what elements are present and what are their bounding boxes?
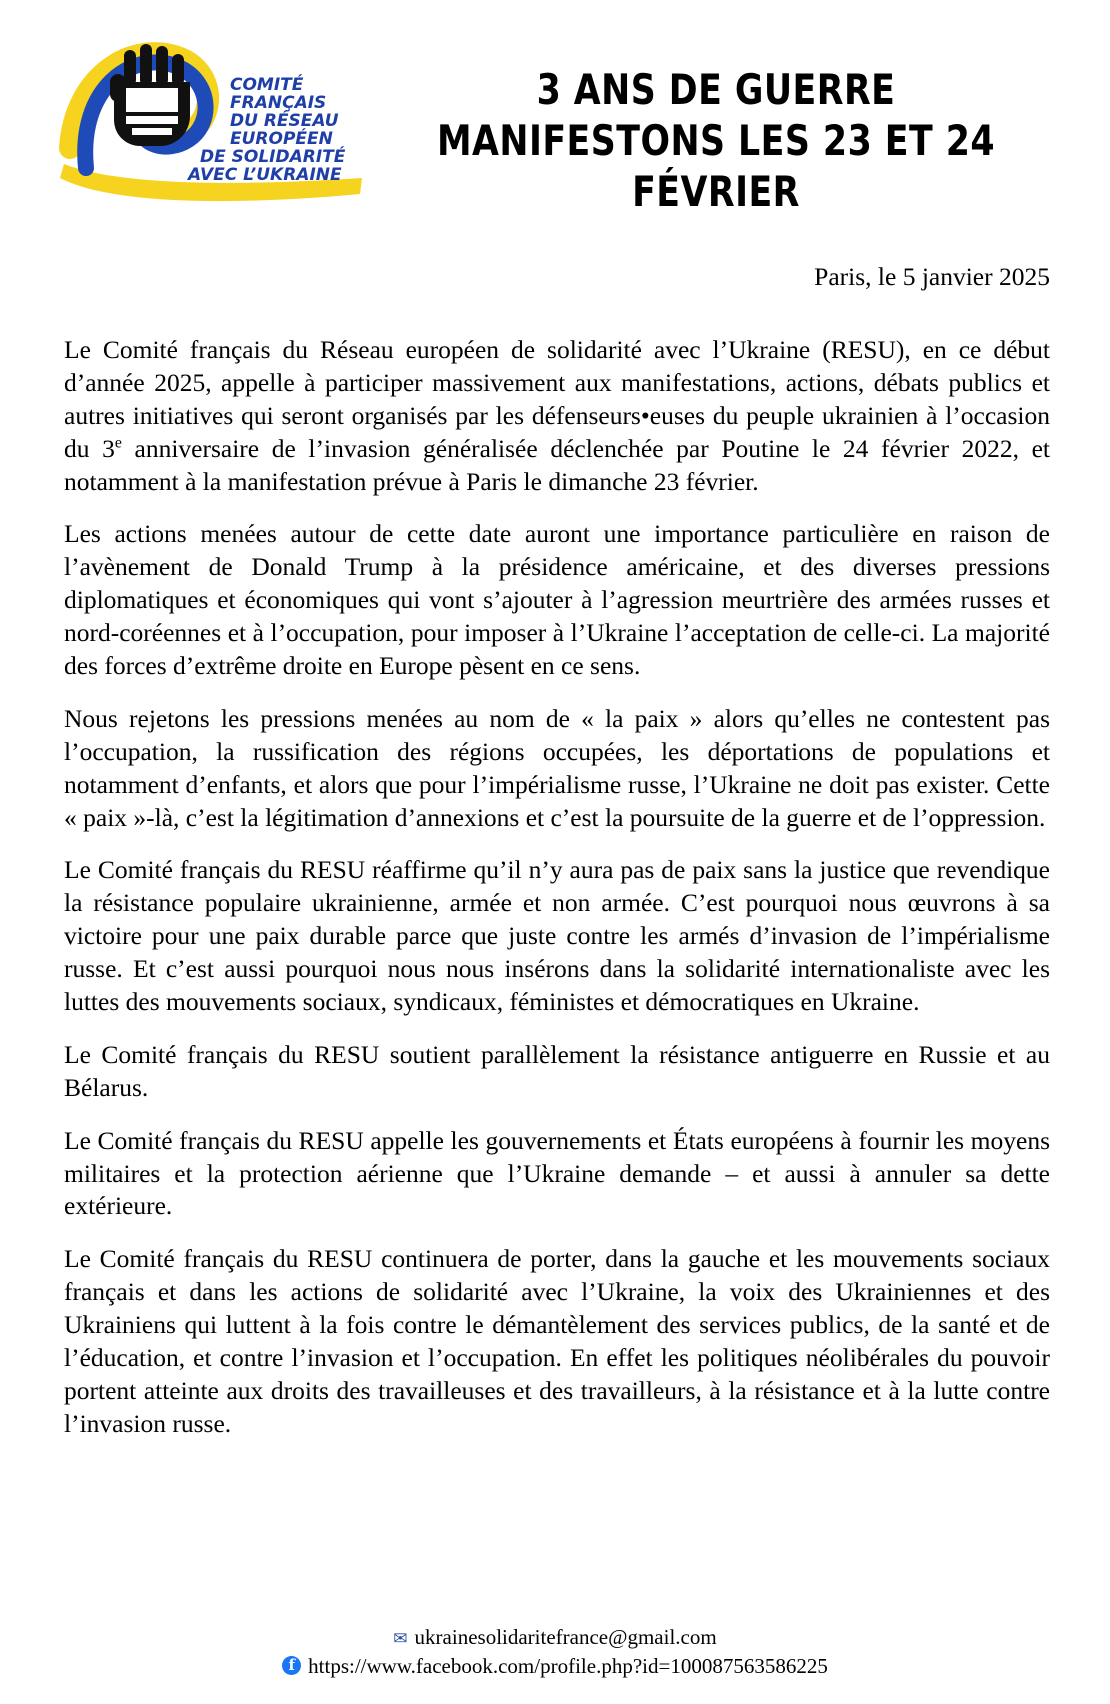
facebook-url[interactable]: https://www.facebook.com/profile.php?id=100087563586225 <box>308 1653 828 1678</box>
dateline: Paris, le 5 janvier 2025 <box>814 262 1050 291</box>
envelope-icon: ✉ <box>393 1628 408 1648</box>
logo-text-line-1: FRANÇAIS <box>230 93 327 113</box>
document-body <box>0 292 1110 1441</box>
paragraph-6: Le Comité français du RESU appelle les gouvernements et États européens à fournir les moyens militaires et la protection aérienne que l’Ukraine demande – et aussi à annuler sa dette extérieure. <box>64 1125 1050 1221</box>
paragraph-2: Les actions menées autour de cette date auront une importance particulière en raison de l’avènement de Donald Trump à la présidence américaine, et des diverses pressions diplomatiques et économiques qui vont s’ajouter à l’agression meurtrière des armées russes et nord-coréennes et à l’occupation, pour imposer à l’Ukraine l’acceptation de celle-ci. La majorité des forces d’extrême droite en Europe pèsent en ce sens. <box>64 519 1050 681</box>
document-header <box>0 0 1110 217</box>
logo-text-line-5: AVEC L’UKRAINE <box>188 165 342 185</box>
page-title: 3 ANS DE GUERRE <box>536 65 896 114</box>
paragraph-1-text-after: anniversaire de l’invasion généralisée déclenchée par Poutine le 24 février 2022, et notamment à la manifestation prévue à Paris le dimanche 23 février. <box>64 433 1050 496</box>
logo-text-line-2: DU RÉSEAU <box>230 111 339 131</box>
document-footer <box>0 1623 1110 1680</box>
page-subtitle: MANIFESTONS LES 23 ET 24 FÉVRIER <box>436 116 996 217</box>
paragraph-3: Nous rejetons les pressions menées au nom de « la paix » alors qu’elles ne contestent pas l’occupation, la russification des régions occupées, les déportations de populations et notamment d’enfants, et alors que pour l’impérialisme russe, l’Ukraine ne doit pas exister. Cette « paix »-là, c’est la légitimation d’annexions et c’est la poursuite de la guerre et de l’oppression. <box>64 703 1050 832</box>
logo-text-line-3: EUROPÉEN <box>230 129 333 149</box>
paragraph-1 <box>64 334 1050 498</box>
paragraph-5: Le Comité français du RESU soutient parallèlement la résistance antiguerre en Russie et au Bélarus. <box>64 1039 1050 1102</box>
logo-graphic <box>40 28 380 203</box>
paragraph-1-text-before: Le Comité français du Réseau européen de solidarité avec l’Ukraine (RESU), en ce début d’année 2025, appelle à participer massivement aux manifestations, actions, débats publics et autres initiatives qui seront organisés par les défenseurs•euses du peuple ukrainien à l’occasion du 3 <box>64 335 1050 463</box>
paragraph-7: Le Comité français du RESU continuera de porter, dans la gauche et les mouvements sociaux français et dans les actions de solidarité avec l’Ukraine, la voix des Ukrainiennes et des Ukrainiens qui luttent à la fois contre le démantèlement des services publics, de la santé et de l’éducation, et contre l’invasion et l’occupation. En effet les politiques néolibérales du pouvoir portent atteinte aux droits des travailleuses et des travailleurs, à la résistance et à la lutte contre l’invasion russe. <box>64 1244 1050 1438</box>
contact-email[interactable]: ukrainesolidaritefrance@gmail.com <box>414 1625 717 1650</box>
ordinal-superscript: e <box>114 434 122 452</box>
header-title-block <box>380 28 1070 218</box>
footer-email-row <box>0 1623 1110 1651</box>
facebook-icon: f <box>282 1656 301 1675</box>
footer-facebook-row <box>0 1652 1110 1680</box>
logo-text-line-0: COMITÉ <box>230 75 304 95</box>
organization-logo <box>40 28 380 203</box>
logo-text-line-4: DE SOLIDARITÉ <box>200 147 346 167</box>
paragraph-4: Le Comité français du RESU réaffirme qu’il n’y aura pas de paix sans la justice que revendique la résistance populaire ukrainienne, armée et non armée. C’est pourquoi nous œuvrons à sa victoire pour une paix durable parce que juste contre les armés d’invasion de l’impérialisme russe. Et c’est aussi pourquoi nous nous insérons dans la solidarité internationaliste avec les luttes des mouvements sociaux, syndicaux, féministes et démocratiques en Ukraine. <box>64 855 1050 1017</box>
